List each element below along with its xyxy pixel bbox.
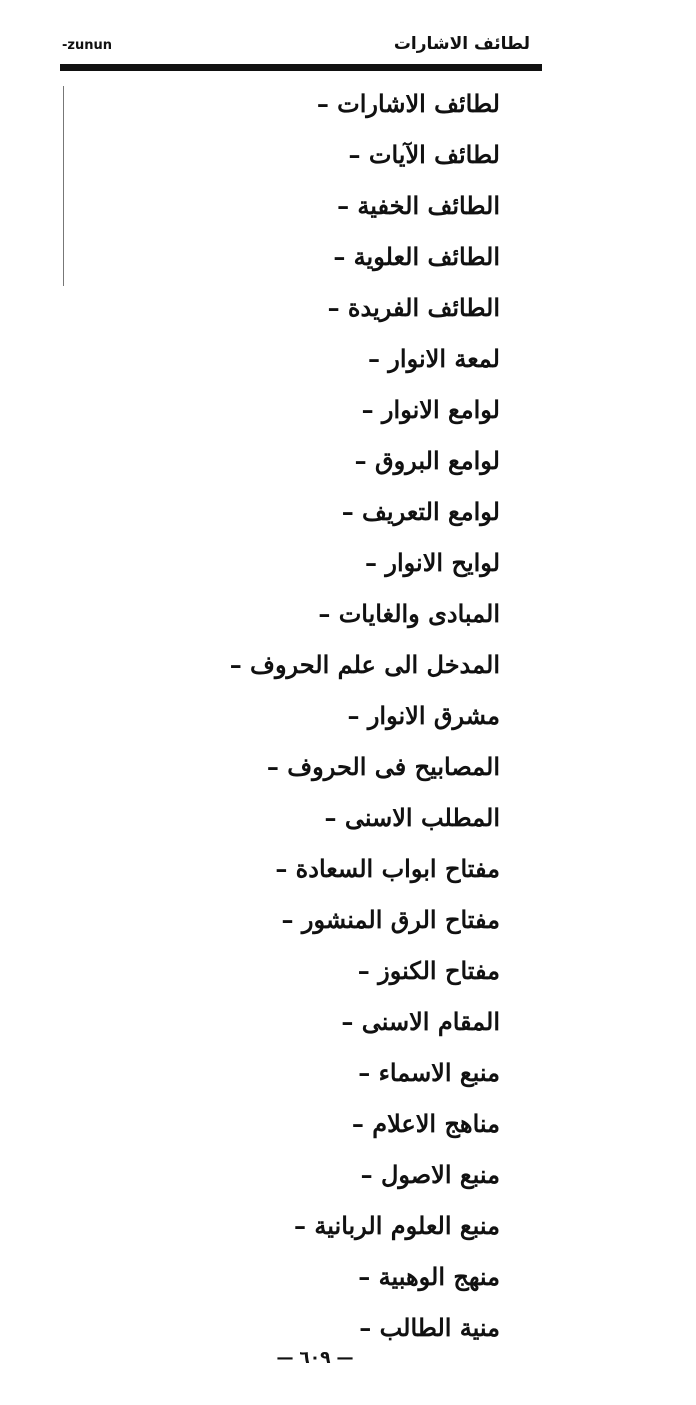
list-item: المقام الاسنى – bbox=[341, 1007, 500, 1036]
header-rule bbox=[60, 64, 542, 71]
list-item: مفتاح ابواب السعادة – bbox=[275, 854, 500, 883]
page-number: — ٦٠٩ — bbox=[276, 1348, 354, 1368]
list-item: منبع العلوم الربانية – bbox=[294, 1211, 500, 1240]
list-item: لطائف الاشارات – bbox=[316, 89, 500, 118]
list-item: مفتاح الكنوز – bbox=[357, 956, 500, 985]
list-item: لوامع البروق – bbox=[354, 446, 500, 475]
list-item: مناهج الاعلام – bbox=[351, 1109, 500, 1138]
list-item: المصابيح فى الحروف – bbox=[266, 752, 500, 781]
list-item: منبع الاصول – bbox=[360, 1160, 500, 1189]
list-item: منهج الوهبية – bbox=[358, 1262, 500, 1291]
list-item: المدخل الى علم الحروف – bbox=[229, 650, 500, 679]
list-item: لطائف الآيات – bbox=[348, 140, 500, 169]
list-item: المطلب الاسنى – bbox=[324, 803, 500, 832]
running-title: لطائف الاشارات bbox=[393, 34, 530, 54]
list-item: المبادى والغايات – bbox=[318, 599, 500, 628]
list-item: منية الطالب – bbox=[359, 1313, 500, 1342]
margin-line bbox=[63, 86, 64, 286]
list-item: مشرق الانوار – bbox=[347, 701, 500, 730]
title-list bbox=[230, 78, 500, 1353]
list-item: لوامع التعريف – bbox=[341, 497, 500, 526]
list-item: منبع الاسماء – bbox=[358, 1058, 500, 1087]
list-item: الطائف العلوية – bbox=[333, 242, 500, 271]
list-item: لمعة الانوار – bbox=[367, 344, 500, 373]
list-item: مفتاح الرق المنشور – bbox=[281, 905, 500, 934]
list-item: لوامع الانوار – bbox=[361, 395, 500, 424]
list-item: الطائف الفريدة – bbox=[327, 293, 500, 322]
list-item: لوايح الانوار – bbox=[365, 548, 500, 577]
header-left-mark: -zunun bbox=[62, 38, 112, 53]
list-item: الطائف الخفية – bbox=[337, 191, 500, 220]
